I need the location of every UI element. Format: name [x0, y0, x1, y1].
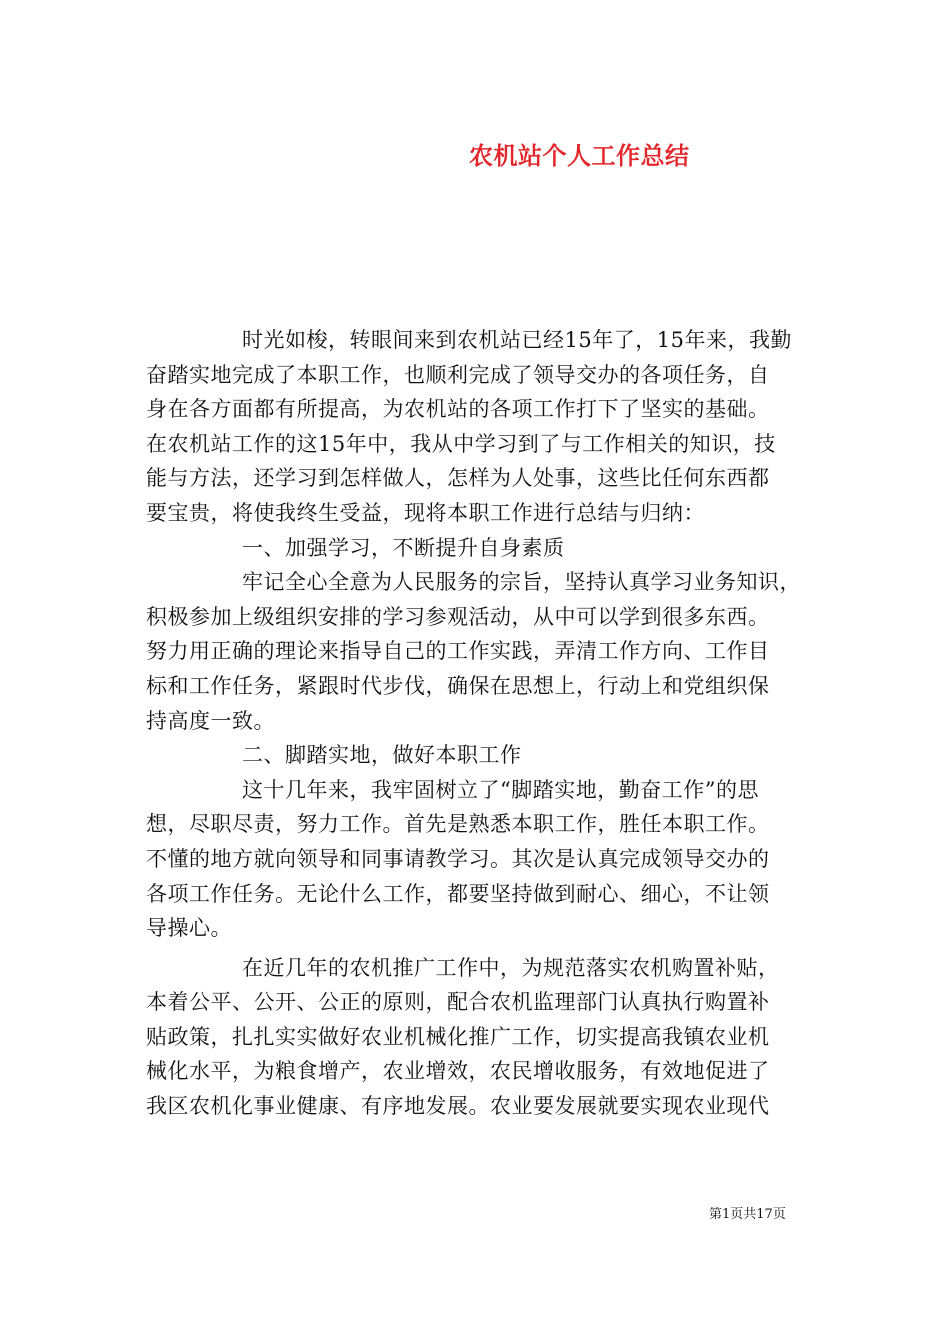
- paragraph-line: 导操心。: [146, 916, 232, 941]
- paragraph-line: 能与方法，还学习到怎样做人，怎样为人处事，这些比任何东西都: [146, 466, 770, 491]
- section-heading: 二、脚踏实地，做好本职工作: [242, 743, 522, 768]
- paragraph-line: 不懂的地方就向领导和同事请教学习。其次是认真完成领导交办的: [146, 846, 770, 871]
- paragraph-line: 贴政策，扎扎实实做好农业机械化推广工作，切实提高我镇农业机: [146, 1024, 770, 1049]
- paragraph-line: 我区农机化事业健康、有序地发展。农业要发展就要实现农业现代: [146, 1094, 770, 1119]
- document-title: 农机站个人工作总结: [469, 141, 690, 170]
- paragraph-line: 奋踏实地完成了本职工作，也顺利完成了领导交办的各项任务，自: [146, 362, 770, 387]
- paragraph-line: 牢记全心全意为人民服务的宗旨，坚持认真学习业务知识，: [242, 570, 801, 595]
- paragraph-line: 想，尽职尽责，努力工作。首先是熟悉本职工作，胜任本职工作。: [146, 812, 770, 837]
- paragraph-line: 械化水平，为粮食增产，农业增效，农民增收服务，有效地促进了: [146, 1059, 770, 1084]
- paragraph-line: 积极参加上级组织安排的学习参观活动，从中可以学到很多东西。: [146, 604, 770, 629]
- paragraph-line: 努力用正确的理论来指导自己的工作实践，弄清工作方向、工作目: [146, 639, 770, 664]
- paragraph-line: 时光如梭，转眼间来到农机站已经15年了，15年来，我勤: [242, 328, 792, 352]
- paragraph-line: 这十几年来，我牢固树立了“脚踏实地，勤奋工作”的思: [242, 777, 759, 802]
- section-heading: 一、加强学习，不断提升自身素质: [242, 535, 565, 560]
- paragraph-line: 本着公平、公开、公正的原则，配合农机监理部门认真执行购置补: [146, 990, 770, 1015]
- paragraph-line: 标和工作任务，紧跟时代步伐，确保在思想上，行动上和党组织保: [146, 673, 770, 698]
- paragraph-line: 在近几年的农机推广工作中，为规范落实农机购置补贴，: [242, 955, 780, 980]
- paragraph-line: 各项工作任务。无论什么工作，都要坚持做到耐心、细心，不让领: [146, 881, 770, 906]
- page-number-footer: 第1页共17页: [709, 1207, 786, 1222]
- paragraph-line: 持高度一致。: [146, 708, 275, 733]
- paragraph-line: 要宝贵，将使我终生受益，现将本职工作进行总结与归纳：: [146, 500, 705, 525]
- paragraph-line: 身在各方面都有所提高，为农机站的各项工作打下了坚实的基础。: [146, 397, 770, 422]
- document-body: [146, 323, 811, 1124]
- paragraph-line: 在农机站工作的这15年中，我从中学习到了与工作相关的知识，技: [146, 431, 776, 456]
